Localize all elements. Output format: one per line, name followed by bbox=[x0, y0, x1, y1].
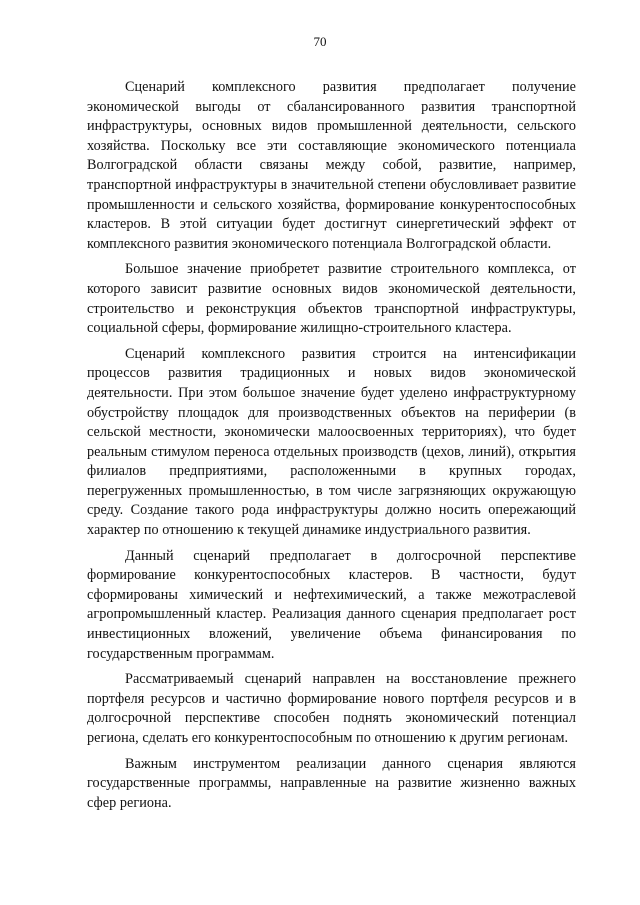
page-number: 70 bbox=[313, 34, 327, 49]
paragraph-3: Сценарий комплексного развития строится на интенсификации процессов развития традиционных и новых видов экономической деятельности. При этом большое значение будет уделено инфраструктурному обустройству площадок для производственных объектов на периферии (в сельской местности, экономически малоосвоенных территориях), что будет реальным стимулом переноса отдельных производств (цехов, линий), открытия филиалов предприятиями, расположенными в крупных городах, перегруженных промышленностью, в том числе загрязняющих окружающую среду. Создание такого рода инфраструктуры должно носить опережающий характер по отношению к текущей динамике индустриального развития. bbox=[87, 345, 576, 539]
paragraph-1: Сценарий комплексного развития предполагает получение экономической выгоды от сбалансированного развития транспортной инфраструктуры, основных видов промышленной деятельности, сельского хозяйства. Поскольку все эти составляющие экономического потенциала Волгоградской области связаны между собой, развитие, например, транспортной инфраструктуры в значительной степени обусловливает развитие промышленности и сельского хозяйства, формирование конкурентоспособных кластеров. В этой ситуации будет достигнут синергетический эффект от комплексного развития экономического потенциала Волгоградской области. bbox=[87, 79, 576, 252]
paragraph-6: Важным инструментом реализации данного сценария являются государственные программы, направленные на развитие жизненно важных сфер региона. bbox=[87, 755, 576, 811]
paragraph-4: Данный сценарий предполагает в долгосрочной перспективе формирование конкурентоспособных кластеров. В частности, будут сформированы химический и нефтехимический, а также межотраслевой агропромышленный кластер. Реализация данного сценария предполагает рост инвестиционных вложений, увеличение объема финансирования по государственным программам. bbox=[87, 547, 576, 662]
paragraph-5: Рассматриваемый сценарий направлен на восстановление прежнего портфеля ресурсов и частично формирование нового портфеля ресурсов и в долгосрочной перспективе способен поднять экономический потенциал региона, сделать его конкурентоспособным по отношению к другим регионам. bbox=[87, 671, 576, 746]
document-body bbox=[87, 78, 576, 819]
paragraph-2: Большое значение приобретет развитие строительного комплекса, от которого зависит развитие основных видов экономической деятельности, строительство и реконструкция объектов транспортной инфраструктуры, социальной сферы, формирование жилищно-строительного кластера. bbox=[87, 261, 576, 337]
